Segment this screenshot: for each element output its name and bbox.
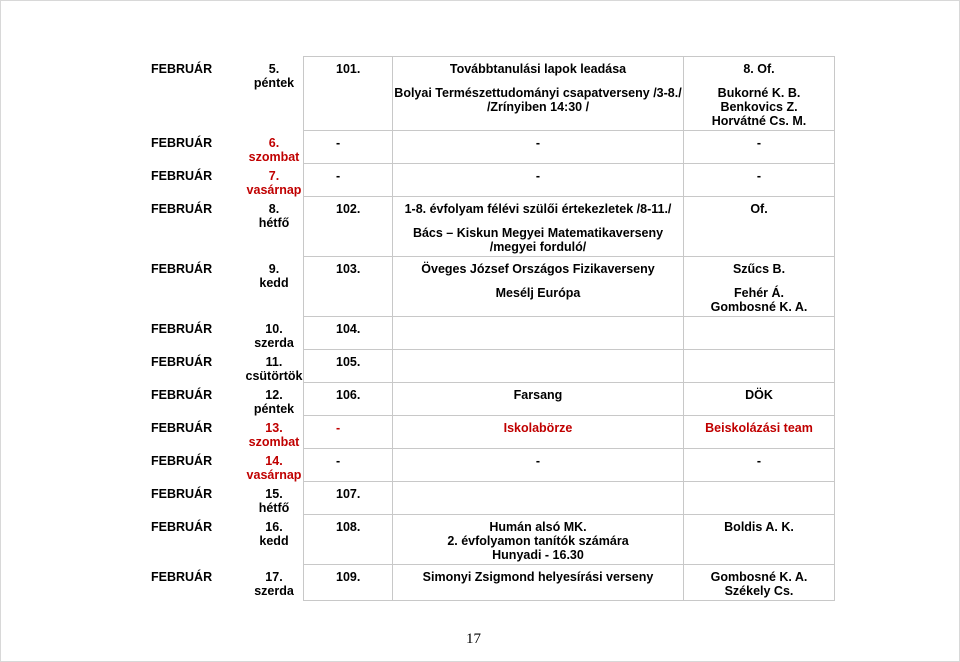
event-line: Mesélj Európa: [495, 286, 581, 300]
day-number: 5.: [268, 61, 280, 76]
responsible-cell: [684, 57, 835, 131]
month-cell: FEBRUÁR: [151, 261, 213, 276]
weekday-name: kedd: [259, 275, 289, 290]
responsible-line: -: [756, 136, 762, 150]
responsible-spacer: [684, 76, 834, 86]
event-line: Továbbtanulási lapok leadása: [449, 62, 627, 76]
calendar-row: [149, 197, 835, 257]
day-cell: [245, 383, 304, 416]
day-cell: [245, 131, 304, 164]
event-cell: [393, 515, 684, 565]
responsible-cell: [684, 317, 835, 350]
event-number: -: [304, 164, 393, 197]
calendar-row: [149, 449, 835, 482]
event-line: Humán alsó MK.: [489, 520, 587, 534]
event-line: -: [535, 136, 541, 150]
responsible-line: -: [756, 169, 762, 183]
calendar-row: [149, 565, 835, 601]
day-cell: [245, 350, 304, 383]
month-cell: FEBRUÁR: [151, 453, 213, 468]
responsible-cell: [684, 416, 835, 449]
event-cell: [393, 416, 684, 449]
event-line: 1-8. évfolyam félévi szülői értekezletek /8-11./: [404, 202, 672, 216]
month-cell: FEBRUÁR: [151, 486, 213, 501]
month-cell: FEBRUÁR: [151, 387, 213, 402]
responsible-cell: [684, 449, 835, 482]
event-number: 106.: [304, 383, 393, 416]
day-number: 11.: [265, 354, 283, 369]
event-spacer: [393, 216, 683, 226]
responsible-cell: [684, 565, 835, 601]
responsible-line: -: [756, 454, 762, 468]
event-cell: [393, 565, 684, 601]
month-cell: FEBRUÁR: [151, 354, 213, 369]
responsible-line: Horvátné Cs. M.: [711, 114, 807, 128]
responsible-line: 8. Of.: [743, 62, 775, 76]
day-number: 6.: [268, 135, 280, 150]
event-line: Hunyadi - 16.30: [492, 548, 584, 562]
month-cell: FEBRUÁR: [151, 420, 213, 435]
event-number: 105.: [304, 350, 393, 383]
responsible-line: Of.: [750, 202, 768, 216]
day-cell: [245, 416, 304, 449]
day-number: 12.: [265, 387, 283, 402]
responsible-line: Boldis A. K.: [724, 520, 794, 534]
event-line: Bolyai Természettudományi csapatverseny /3-8./: [394, 86, 682, 100]
month-cell: FEBRUÁR: [151, 321, 213, 336]
page-number: 17: [466, 631, 481, 647]
calendar-row: [149, 515, 835, 565]
event-number: 103.: [304, 257, 393, 317]
responsible-line: Bukorné K. B.: [717, 86, 801, 100]
event-line: /Zrínyiben 14:30 /: [486, 100, 590, 114]
month-cell: FEBRUÁR: [151, 569, 213, 584]
day-cell: [245, 57, 304, 131]
calendar-row: [149, 317, 835, 350]
responsible-cell: [684, 515, 835, 565]
event-line: Öveges József Országos Fizikaverseny: [421, 262, 655, 276]
day-number: 14.: [265, 453, 283, 468]
calendar-row: [149, 416, 835, 449]
day-cell: [245, 257, 304, 317]
responsible-cell: [684, 482, 835, 515]
calendar-row: [149, 164, 835, 197]
calendar-row: [149, 350, 835, 383]
responsible-line: Szűcs B.: [732, 262, 786, 276]
day-number: 9.: [268, 261, 280, 276]
responsible-cell: [684, 164, 835, 197]
responsible-line: DÖK: [745, 388, 773, 402]
event-spacer: [393, 76, 683, 86]
weekday-name: szerda: [254, 335, 294, 350]
weekday-name: vasárnap: [246, 467, 302, 482]
event-cell: [393, 317, 684, 350]
responsible-line: Fehér Á.: [733, 286, 784, 300]
event-cell: [393, 350, 684, 383]
event-number: -: [304, 131, 393, 164]
event-line: 2. évfolyamon tanítók számára: [447, 534, 629, 548]
day-number: 16.: [265, 519, 283, 534]
event-line: -: [535, 454, 541, 468]
day-number: 7.: [268, 168, 280, 183]
month-cell: FEBRUÁR: [151, 201, 213, 216]
event-number: 101.: [304, 57, 393, 131]
calendar-row: [149, 257, 835, 317]
weekday-name: péntek: [253, 401, 295, 416]
calendar-table: [149, 56, 835, 601]
event-number: -: [304, 416, 393, 449]
event-number: -: [304, 449, 393, 482]
event-line: Simonyi Zsigmond helyesírási verseny: [422, 570, 654, 584]
event-number: 107.: [304, 482, 393, 515]
day-number: 13.: [265, 420, 283, 435]
day-cell: [245, 164, 304, 197]
weekday-name: vasárnap: [246, 182, 302, 197]
responsible-cell: [684, 383, 835, 416]
event-number: 102.: [304, 197, 393, 257]
event-line: Iskolabörze: [503, 421, 573, 435]
calendar-row: [149, 131, 835, 164]
responsible-cell: [684, 257, 835, 317]
event-number: 104.: [304, 317, 393, 350]
event-cell: [393, 383, 684, 416]
day-number: 17.: [265, 569, 283, 584]
event-cell: [393, 482, 684, 515]
event-cell: [393, 164, 684, 197]
weekday-name: szombat: [248, 434, 300, 449]
month-cell: FEBRUÁR: [151, 168, 213, 183]
day-number: 10.: [265, 321, 283, 336]
month-cell: FEBRUÁR: [151, 519, 213, 534]
responsible-line: Gombosné K. A.: [710, 570, 808, 584]
day-cell: [245, 197, 304, 257]
event-line: Farsang: [513, 388, 563, 402]
day-cell: [245, 482, 304, 515]
weekday-name: hétfő: [258, 215, 290, 230]
day-cell: [245, 565, 304, 601]
weekday-name: szombat: [248, 149, 300, 164]
event-cell: [393, 257, 684, 317]
weekday-name: péntek: [253, 75, 295, 90]
weekday-name: hétfő: [258, 500, 290, 515]
weekday-name: kedd: [259, 533, 289, 548]
calendar-row: [149, 482, 835, 515]
weekday-name: csütörtök: [245, 368, 303, 383]
responsible-line: Székely Cs.: [724, 584, 794, 598]
calendar-row: [149, 383, 835, 416]
responsible-cell: [684, 350, 835, 383]
event-line: -: [535, 169, 541, 183]
event-cell: [393, 449, 684, 482]
day-cell: [245, 515, 304, 565]
day-number: 8.: [268, 201, 280, 216]
day-number: 15.: [265, 486, 283, 501]
day-cell: [245, 317, 304, 350]
responsible-spacer: [684, 276, 834, 286]
event-cell: [393, 57, 684, 131]
event-number: 109.: [304, 565, 393, 601]
event-spacer: [393, 276, 683, 286]
month-cell: FEBRUÁR: [151, 135, 213, 150]
responsible-line: Benkovics Z.: [720, 100, 798, 114]
event-cell: [393, 131, 684, 164]
responsible-line: Beiskolázási team: [705, 421, 813, 435]
responsible-line: Gombosné K. A.: [710, 300, 808, 314]
event-line: Bács – Kiskun Megyei Matematikaverseny: [412, 226, 664, 240]
weekday-name: szerda: [254, 583, 294, 598]
responsible-cell: [684, 197, 835, 257]
month-cell: FEBRUÁR: [151, 61, 213, 76]
day-cell: [245, 449, 304, 482]
event-cell: [393, 197, 684, 257]
responsible-cell: [684, 131, 835, 164]
event-line: /megyei forduló/: [489, 240, 587, 254]
event-number: 108.: [304, 515, 393, 565]
calendar-row: [149, 57, 835, 131]
